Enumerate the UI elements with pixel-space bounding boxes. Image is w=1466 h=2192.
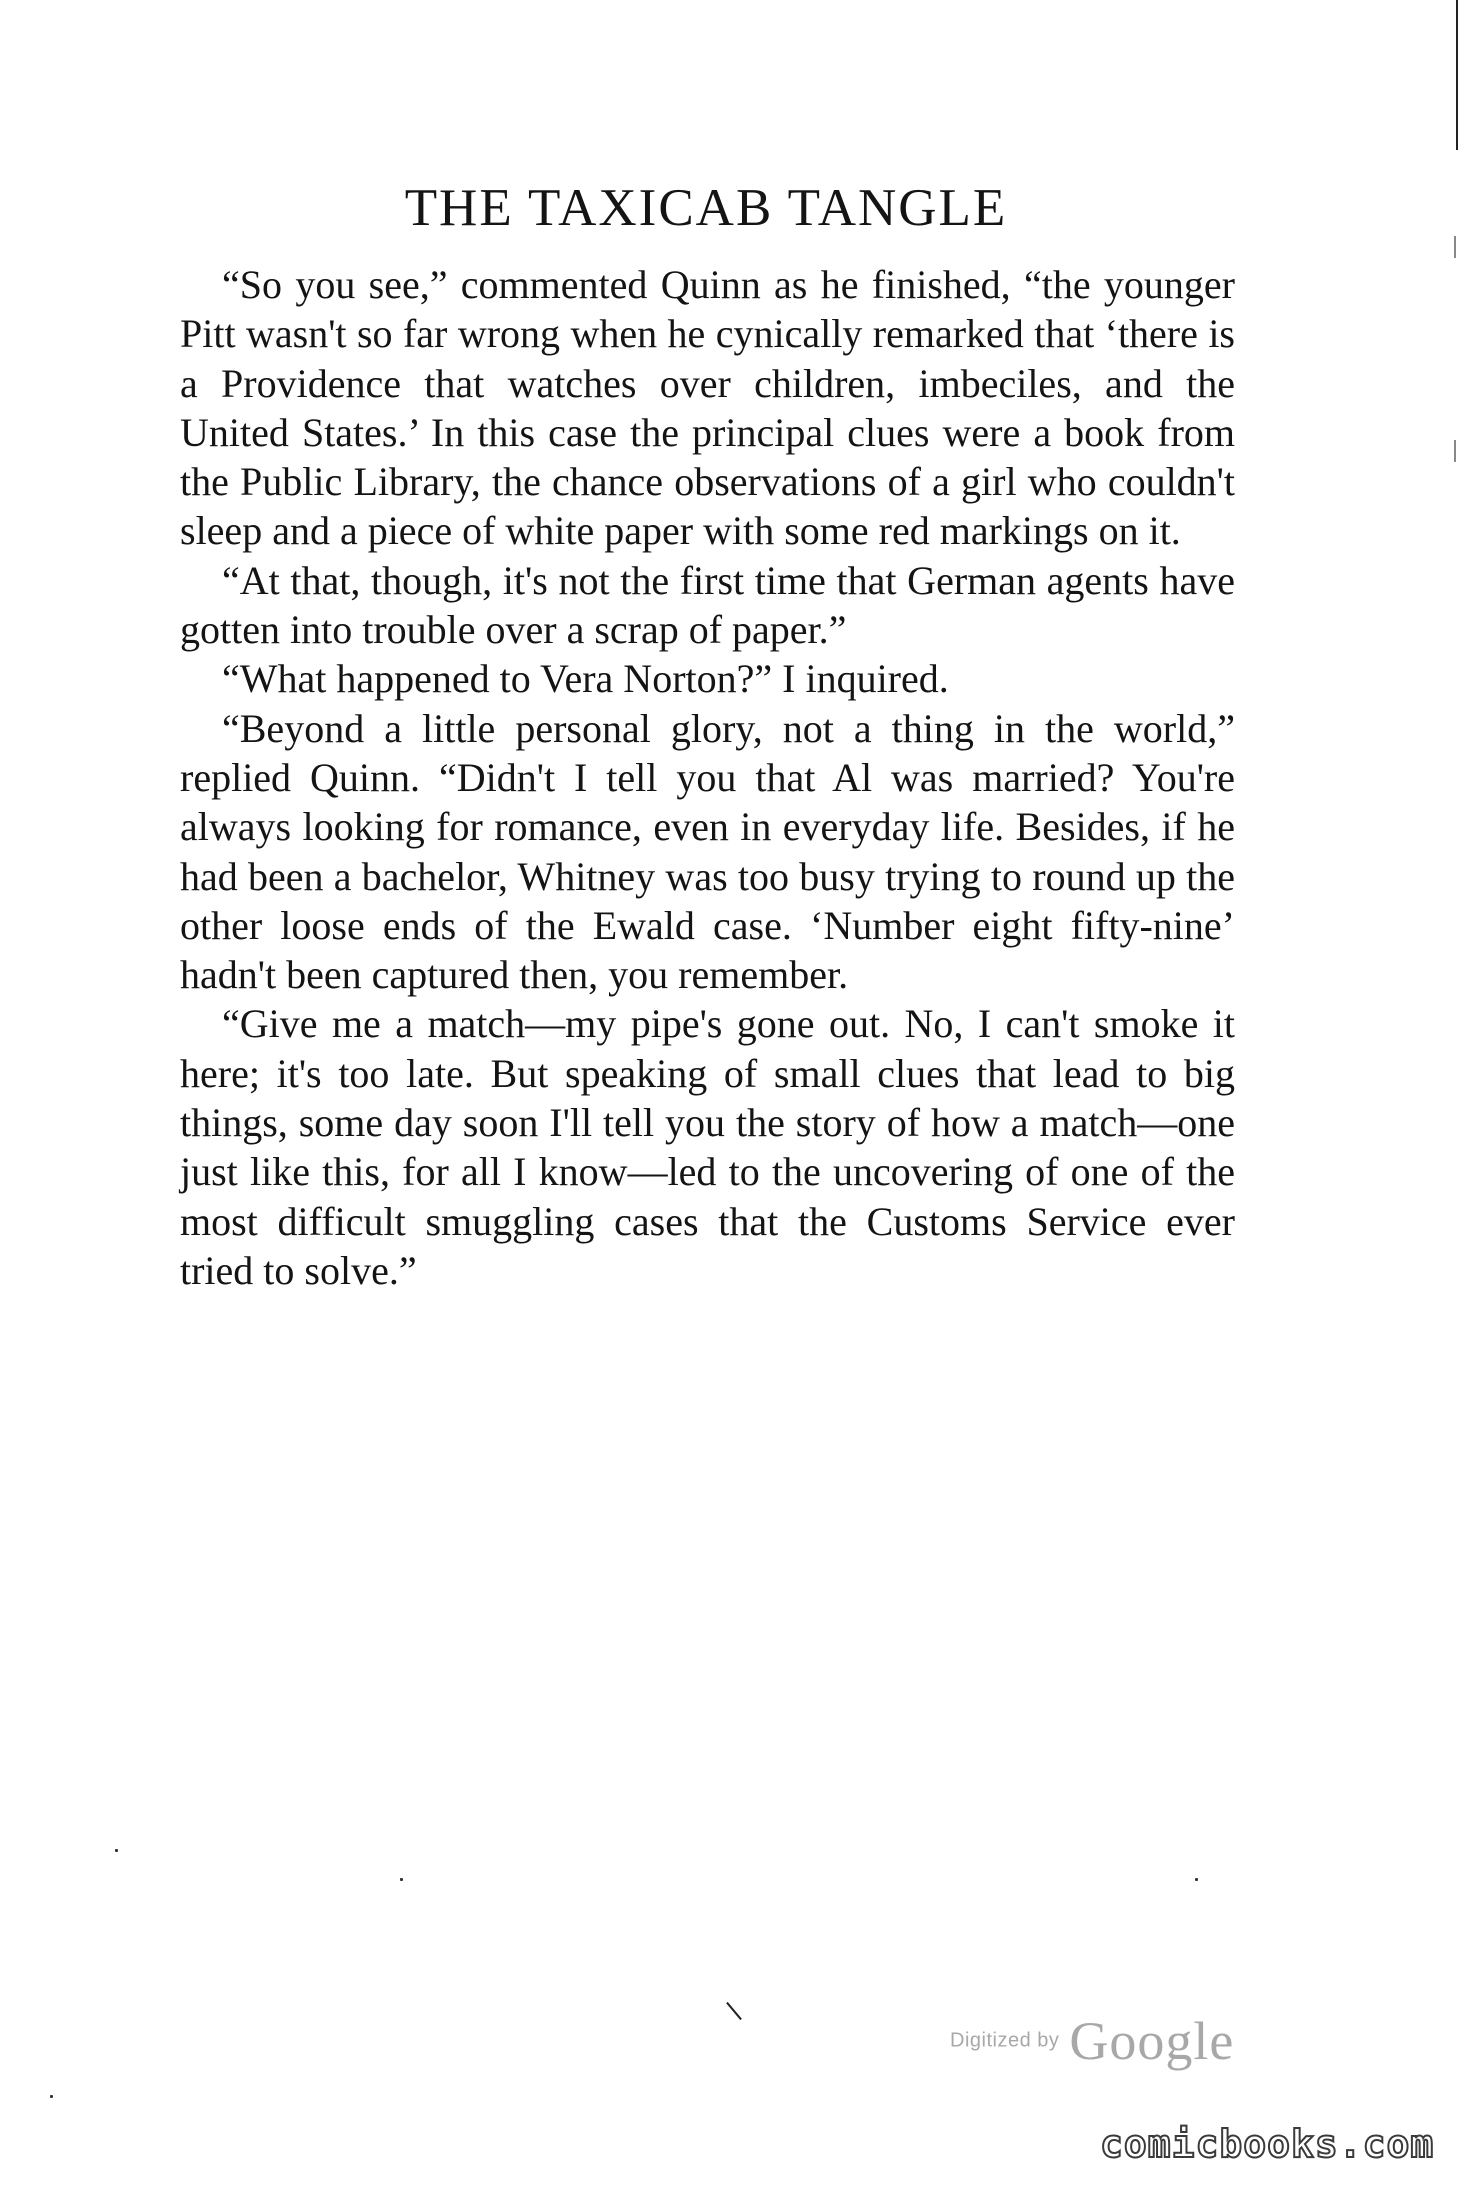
paragraph: “What happened to Vera Norton?” I inquired.	[222, 656, 949, 702]
site-watermark: comicbooks.com	[1100, 2122, 1435, 2166]
page-edge-mark	[1454, 236, 1456, 258]
paragraph: “At that, though, it's not the first time that German agents have gotten into trouble over a scrap of paper.”	[180, 557, 1235, 653]
scan-speck	[115, 1849, 118, 1852]
page-edge-mark	[1454, 440, 1456, 462]
page-edge-line	[1456, 0, 1458, 150]
digitized-prefix: Digitized by	[950, 2029, 1060, 2052]
scan-speck	[1195, 1878, 1198, 1881]
body-text	[180, 260, 1235, 1295]
scan-speck	[50, 2095, 53, 2098]
digitized-stamp	[950, 2010, 1270, 2070]
paragraph: “Beyond a little personal glory, not a thing in the world,” replied Quinn. “Didn't I tell you that Al was married? You're always looking for romance, even in everyday life. Besides, if he had been a bachelor, Whitney was too busy trying to round up the other loose ends of the Ewald case. ‘Number eight fifty-nine’ hadn't been captured then, you remember.	[180, 705, 1235, 998]
paragraph: “Give me a match—my pipe's gone out. No, I can't smoke it here; it's too late. But speaking of small clues that lead to big things, some day soon I'll tell you the story of how a match—one just like this, for all I know—led to the uncovering of one of the most difficult smuggling cases that the Customs Service ever tried to solve.”	[180, 1001, 1235, 1293]
scan-speck	[400, 1878, 403, 1881]
google-logo: Google	[1069, 2011, 1235, 2071]
scan-mark	[726, 2002, 742, 2020]
paragraph: “So you see,” commented Quinn as he finished, “the younger Pitt wasn't so far wrong when he cynically remarked that ‘there is a Providence that watches over children, imbeciles, and the United States.’ In this case the principal clues were a book from the Public Library, the chance observations of a girl who couldn't sleep and a piece of white paper with some red markings on it.	[180, 262, 1235, 554]
chapter-heading: THE TAXICAB TANGLE	[404, 179, 1008, 237]
